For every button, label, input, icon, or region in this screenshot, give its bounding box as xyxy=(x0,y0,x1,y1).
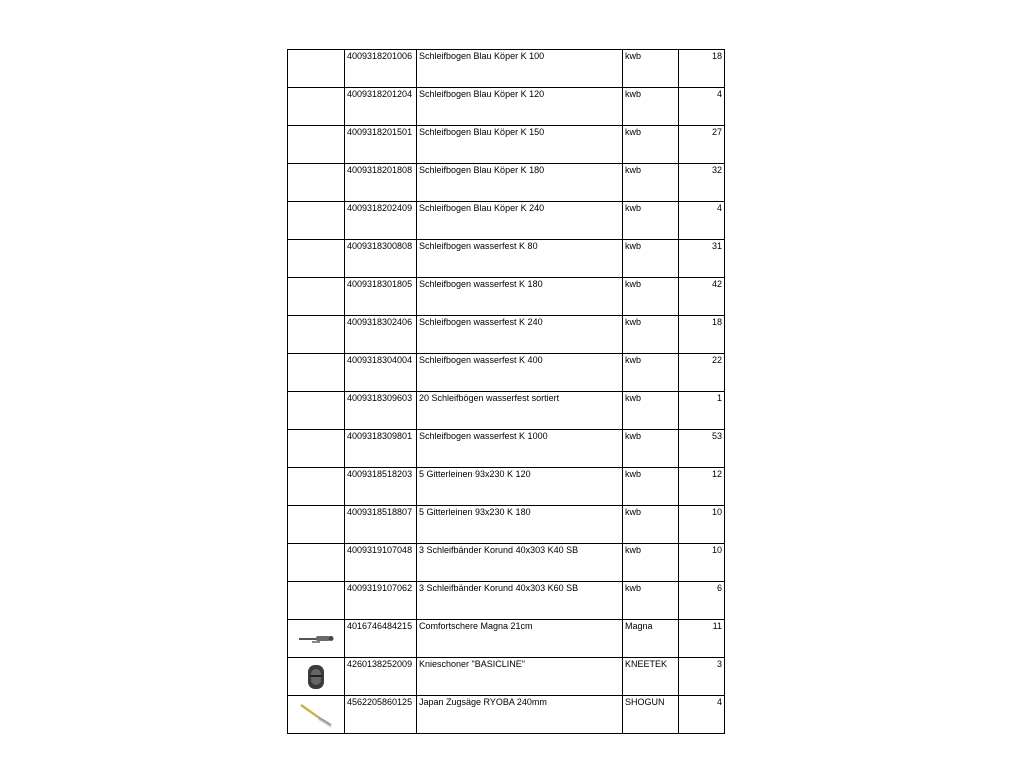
ean-cell: 4009318309603 xyxy=(345,392,417,430)
brand-cell: kwb xyxy=(623,582,679,620)
product-image-cell xyxy=(288,240,345,278)
table-row xyxy=(288,620,725,658)
quantity-cell: 11 xyxy=(679,620,725,658)
ean-cell: 4260138252009 xyxy=(345,658,417,696)
product-name-cell: Knieschoner "BASICLINE" xyxy=(417,658,623,696)
brand-cell: kwb xyxy=(623,50,679,88)
table-row xyxy=(288,50,725,88)
product-image-cell xyxy=(288,316,345,354)
product-name-cell: Schleifbogen Blau Köper K 240 xyxy=(417,202,623,240)
brand-cell: kwb xyxy=(623,430,679,468)
quantity-cell: 4 xyxy=(679,202,725,240)
quantity-cell: 6 xyxy=(679,582,725,620)
brand-cell: kwb xyxy=(623,202,679,240)
ean-cell: 4016746484215 xyxy=(345,620,417,658)
product-name-cell: Schleifbogen Blau Köper K 120 xyxy=(417,88,623,126)
ean-cell: 4009318201501 xyxy=(345,126,417,164)
ean-cell: 4562205860125 xyxy=(345,696,417,734)
product-image-cell xyxy=(288,354,345,392)
ean-cell: 4009318201204 xyxy=(345,88,417,126)
product-image-cell xyxy=(288,582,345,620)
table-row xyxy=(288,126,725,164)
product-image-cell xyxy=(288,88,345,126)
quantity-cell: 3 xyxy=(679,658,725,696)
product-name-cell: 5 Gitterleinen 93x230 K 120 xyxy=(417,468,623,506)
quantity-cell: 22 xyxy=(679,354,725,392)
quantity-cell: 10 xyxy=(679,506,725,544)
ean-cell: 4009319107062 xyxy=(345,582,417,620)
table-row xyxy=(288,506,725,544)
ean-cell: 4009318518203 xyxy=(345,468,417,506)
table-row xyxy=(288,392,725,430)
table-row xyxy=(288,582,725,620)
product-name-cell: 5 Gitterleinen 93x230 K 180 xyxy=(417,506,623,544)
table-row xyxy=(288,696,725,734)
brand-cell: Magna xyxy=(623,620,679,658)
product-image-cell xyxy=(288,126,345,164)
table-row xyxy=(288,202,725,240)
product-image-cell xyxy=(288,430,345,468)
product-image-cell xyxy=(288,658,345,696)
ean-cell: 4009318300808 xyxy=(345,240,417,278)
product-name-cell: Schleifbogen wasserfest K 80 xyxy=(417,240,623,278)
product-name-cell: 20 Schleifbögen wasserfest sortiert xyxy=(417,392,623,430)
product-image-cell xyxy=(288,544,345,582)
product-image-cell xyxy=(288,202,345,240)
table-row xyxy=(288,430,725,468)
product-name-cell: Schleifbogen Blau Köper K 180 xyxy=(417,164,623,202)
quantity-cell: 32 xyxy=(679,164,725,202)
product-image-cell xyxy=(288,50,345,88)
product-name-cell: 3 Schleifbänder Korund 40x303 K40 SB xyxy=(417,544,623,582)
product-image-cell xyxy=(288,696,345,734)
quantity-cell: 53 xyxy=(679,430,725,468)
ean-cell: 4009318309801 xyxy=(345,430,417,468)
product-image-cell xyxy=(288,468,345,506)
product-name-cell: 3 Schleifbänder Korund 40x303 K60 SB xyxy=(417,582,623,620)
saw-icon xyxy=(298,702,334,728)
product-name-cell: Schleifbogen Blau Köper K 100 xyxy=(417,50,623,88)
table-row xyxy=(288,658,725,696)
scissors-icon xyxy=(298,632,334,646)
ean-cell: 4009318302406 xyxy=(345,316,417,354)
quantity-cell: 31 xyxy=(679,240,725,278)
product-name-cell: Schleifbogen Blau Köper K 150 xyxy=(417,126,623,164)
brand-cell: kwb xyxy=(623,506,679,544)
inventory-table xyxy=(287,49,725,734)
quantity-cell: 27 xyxy=(679,126,725,164)
brand-cell: kwb xyxy=(623,354,679,392)
table-row xyxy=(288,278,725,316)
product-image-cell xyxy=(288,392,345,430)
product-name-cell: Schleifbogen wasserfest K 180 xyxy=(417,278,623,316)
table-row xyxy=(288,240,725,278)
table-row xyxy=(288,164,725,202)
table-row xyxy=(288,316,725,354)
product-image-cell xyxy=(288,506,345,544)
product-image-cell xyxy=(288,278,345,316)
ean-cell: 4009318201006 xyxy=(345,50,417,88)
brand-cell: kwb xyxy=(623,278,679,316)
quantity-cell: 4 xyxy=(679,88,725,126)
brand-cell: kwb xyxy=(623,240,679,278)
product-name-cell: Schleifbogen wasserfest K 400 xyxy=(417,354,623,392)
product-image-cell xyxy=(288,164,345,202)
quantity-cell: 42 xyxy=(679,278,725,316)
brand-cell: kwb xyxy=(623,88,679,126)
product-name-cell: Comfortschere Magna 21cm xyxy=(417,620,623,658)
quantity-cell: 18 xyxy=(679,316,725,354)
quantity-cell: 12 xyxy=(679,468,725,506)
brand-cell: kwb xyxy=(623,468,679,506)
table-row xyxy=(288,468,725,506)
brand-cell: kwb xyxy=(623,392,679,430)
table-row xyxy=(288,354,725,392)
quantity-cell: 4 xyxy=(679,696,725,734)
brand-cell: SHOGUN xyxy=(623,696,679,734)
quantity-cell: 1 xyxy=(679,392,725,430)
brand-cell: kwb xyxy=(623,544,679,582)
product-image-cell xyxy=(288,620,345,658)
product-name-cell: Schleifbogen wasserfest K 1000 xyxy=(417,430,623,468)
kneepad-icon xyxy=(306,663,326,691)
table-row xyxy=(288,544,725,582)
ean-cell: 4009318304004 xyxy=(345,354,417,392)
product-name-cell: Japan Zugsäge RYOBA 240mm xyxy=(417,696,623,734)
ean-cell: 4009318518807 xyxy=(345,506,417,544)
ean-cell: 4009318301805 xyxy=(345,278,417,316)
ean-cell: 4009318202409 xyxy=(345,202,417,240)
quantity-cell: 10 xyxy=(679,544,725,582)
ean-cell: 4009318201808 xyxy=(345,164,417,202)
ean-cell: 4009319107048 xyxy=(345,544,417,582)
product-name-cell: Schleifbogen wasserfest K 240 xyxy=(417,316,623,354)
brand-cell: kwb xyxy=(623,126,679,164)
brand-cell: KNEETEK xyxy=(623,658,679,696)
brand-cell: kwb xyxy=(623,164,679,202)
brand-cell: kwb xyxy=(623,316,679,354)
quantity-cell: 18 xyxy=(679,50,725,88)
inventory-sheet xyxy=(287,49,724,734)
table-row xyxy=(288,88,725,126)
inventory-table-body xyxy=(288,50,725,734)
